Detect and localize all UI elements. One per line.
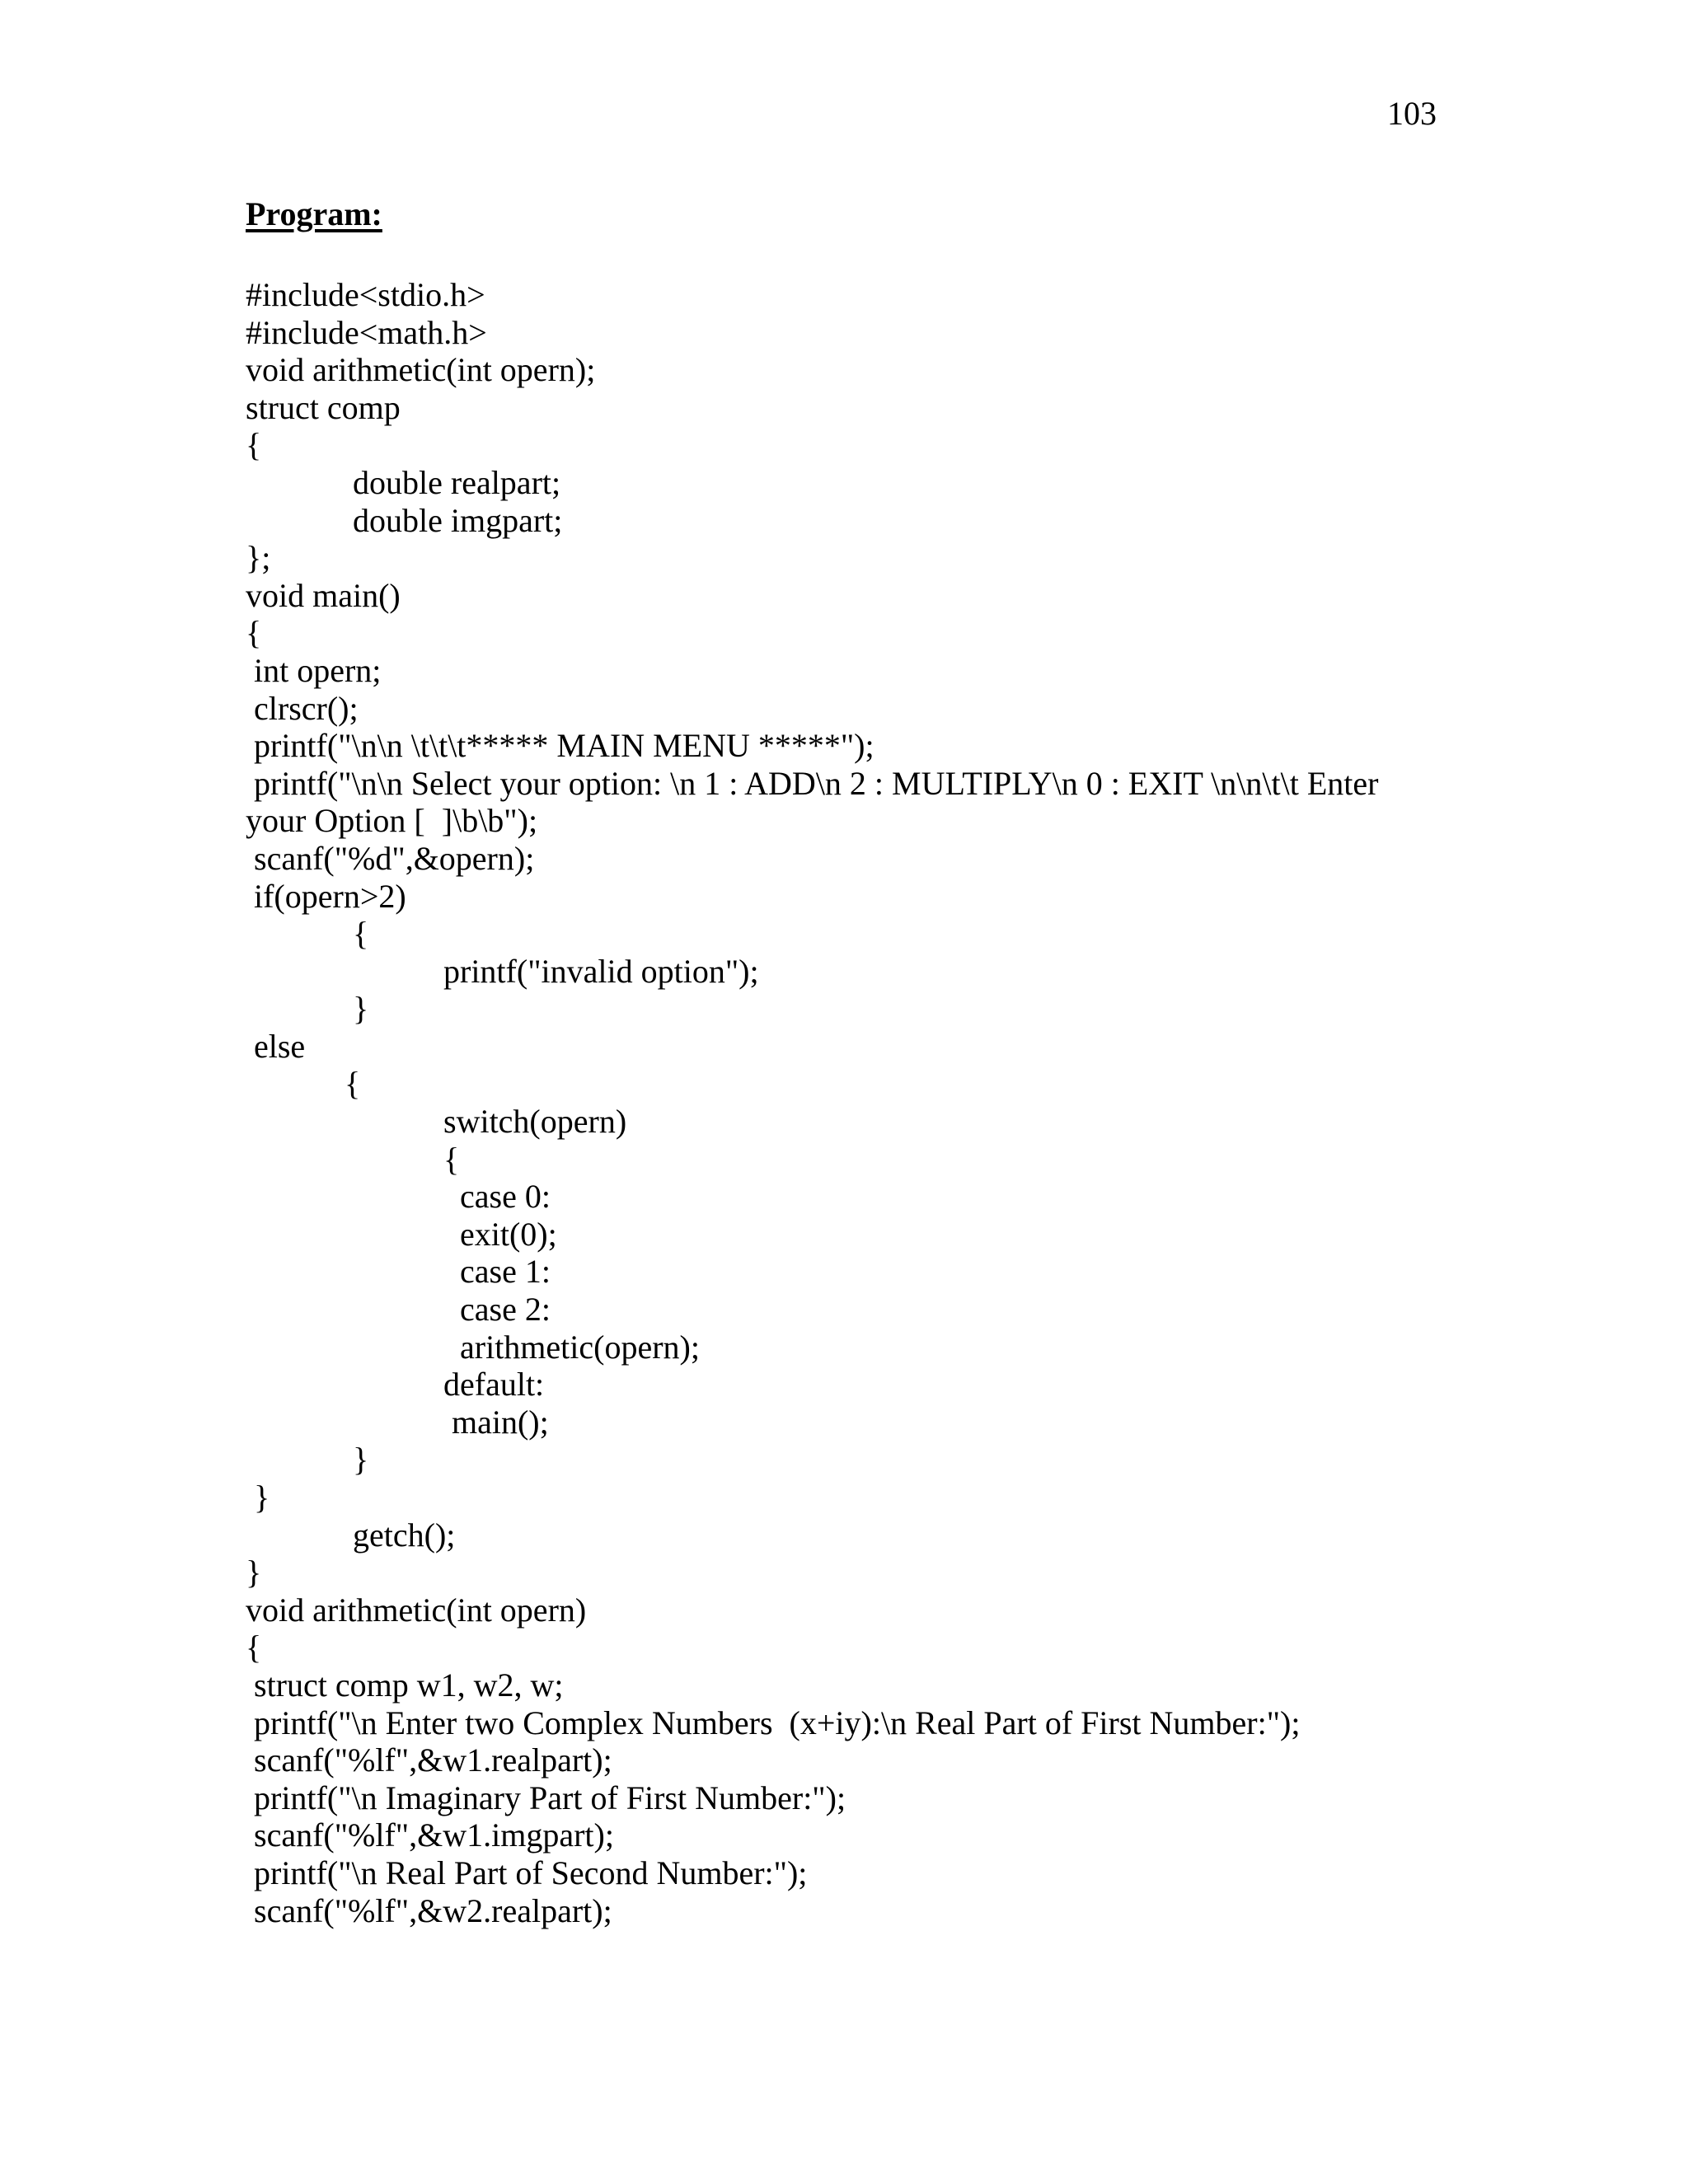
code-line: double imgpart; — [246, 501, 563, 539]
code-line: switch(opern) — [246, 1103, 627, 1141]
code-line: if(opern>2) — [246, 877, 406, 915]
code-line: getch(); — [246, 1516, 456, 1554]
code-line: struct comp — [246, 388, 401, 426]
code-line: double realpart; — [246, 463, 561, 501]
code-line: printf("\n\n \t\t\t***** MAIN MENU *****"); — [246, 727, 874, 765]
code-line: } — [246, 990, 369, 1028]
code-line: }; — [246, 539, 271, 577]
code-line: case 0: — [246, 1178, 551, 1216]
page-number: 103 — [1387, 95, 1437, 132]
code-line: #include<math.h> — [246, 313, 487, 351]
code-line: void arithmetic(int opern); — [246, 351, 596, 389]
code-line: scanf("%d",&opern); — [246, 839, 535, 877]
code-line: { — [246, 1140, 460, 1178]
code-line: void arithmetic(int opern) — [246, 1591, 587, 1629]
code-line: } — [246, 1479, 270, 1516]
code-line: void main() — [246, 576, 401, 614]
code-line: printf("\n Real Part of Second Number:"); — [246, 1854, 808, 1891]
code-line: { — [246, 1629, 262, 1666]
code-line: } — [246, 1441, 369, 1479]
code-line: exit(0); — [246, 1215, 557, 1253]
code-line: case 2: — [246, 1291, 551, 1329]
code-line: arithmetic(opern); — [246, 1328, 700, 1366]
code-line: else — [246, 1027, 306, 1065]
code-line: printf("\n\n Select your option: \n 1 : ADD\n 2 : MULTIPLY\n 0 : EXIT \n\n\t\t Enter — [246, 764, 1379, 802]
code-line: } — [246, 1554, 262, 1591]
code-line: { — [246, 915, 369, 953]
code-line: { — [246, 426, 262, 464]
code-line: printf("\n Imaginary Part of First Number:"); — [246, 1779, 846, 1816]
code-line: scanf("%lf",&w1.imgpart); — [246, 1816, 614, 1854]
code-line: scanf("%lf",&w2.realpart); — [246, 1891, 612, 1929]
code-line: default: — [246, 1366, 545, 1404]
code-line: case 1: — [246, 1253, 551, 1291]
code-line: printf("invalid option"); — [246, 952, 759, 990]
code-line: { — [246, 1065, 361, 1103]
code-line: scanf("%lf",&w1.realpart); — [246, 1741, 612, 1779]
section-heading: Program: — [246, 195, 382, 232]
code-line: your Option [ ]\b\b"); — [246, 802, 538, 840]
code-line: int opern; — [246, 651, 382, 689]
code-line: { — [246, 614, 262, 652]
code-line: #include<stdio.h> — [246, 276, 485, 313]
code-line: printf("\n Enter two Complex Numbers (x+iy):\n Real Part of First Number:"); — [246, 1704, 1301, 1741]
code-line: clrscr(); — [246, 689, 359, 727]
code-line: main(); — [246, 1403, 549, 1441]
code-line: struct comp w1, w2, w; — [246, 1666, 564, 1704]
code-listing — [246, 276, 1441, 1929]
